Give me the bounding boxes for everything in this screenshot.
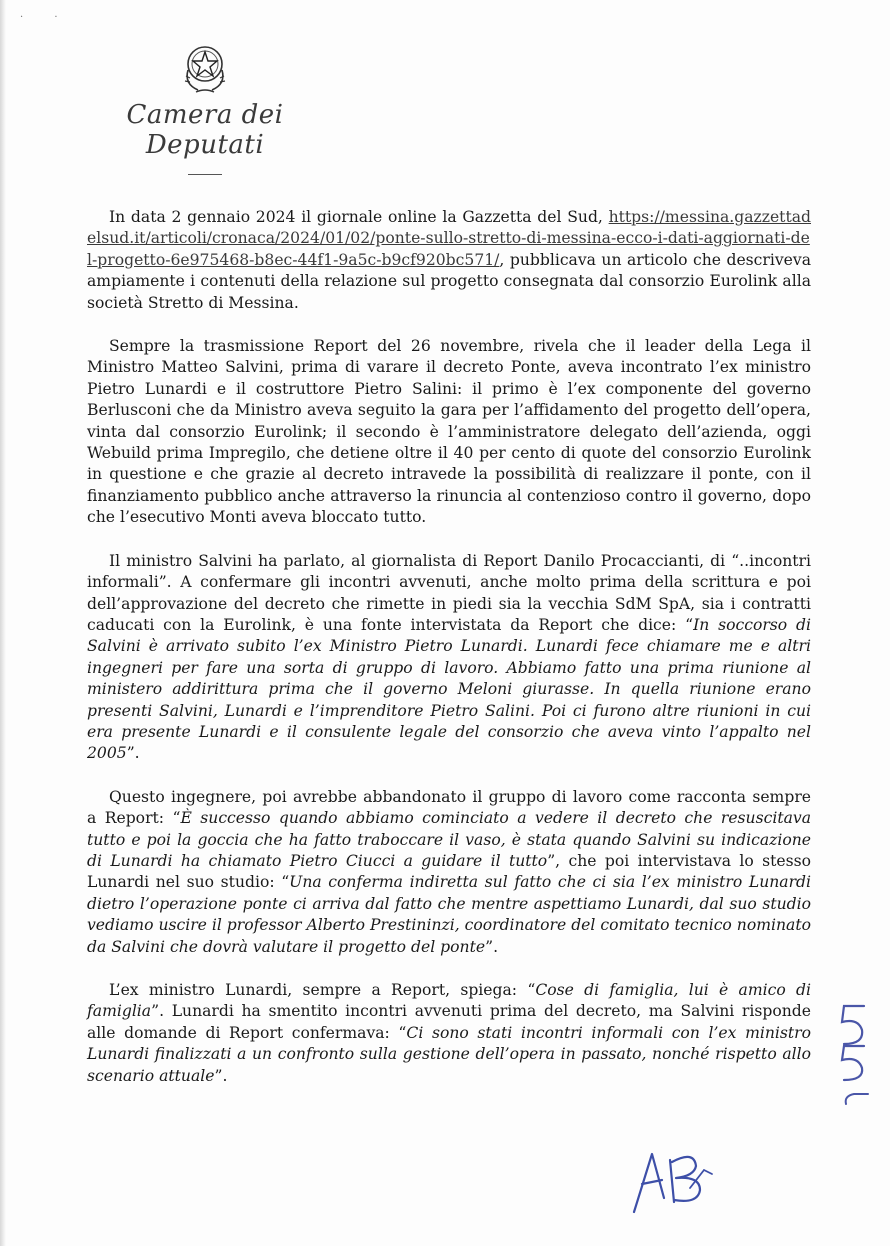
paragraph-5-tail: ”. bbox=[214, 1066, 228, 1085]
scan-corner-marks: · · bbox=[20, 12, 72, 23]
header-divider bbox=[188, 174, 222, 175]
paragraph-3-tail: ”. bbox=[126, 744, 140, 763]
chamber-name: Camera dei Deputati bbox=[126, 100, 284, 160]
handwritten-margin-note bbox=[824, 1000, 884, 1110]
lunardi-quote: Cose di famiglia, lui è amico di famiglia bbox=[87, 981, 811, 1021]
paragraph-4 bbox=[87, 787, 811, 958]
salvini-quote: Ci sono stati incontri informali con l’ex ministro Lunardi finalizzati a un confronto sulla gestione dell’opera in passato, nonché rispetto allo scenario attuale bbox=[87, 1023, 811, 1085]
paragraph-5-mid: ”. Lunardi ha smentito incontri avvenuti prima del decreto, ma Salvini risponde alle domande di Report confermava: “ bbox=[87, 1002, 811, 1042]
engineer-quote: È successo quando abbiamo cominciato a vedere il decreto che resuscitava tutto e poi la goccia che ha fatto traboccare il vaso, è stata quando Salvini su indicazione di Lunardi ha chiamato Pietro Ciucci a guidare il tutto bbox=[87, 809, 811, 870]
scan-edge-shadow bbox=[0, 0, 6, 1246]
paragraph-5 bbox=[87, 980, 811, 1087]
paragraph-3 bbox=[87, 551, 811, 765]
paragraph-5-lead: L’ex ministro Lunardi, sempre a Report, spiega: “ bbox=[109, 981, 536, 999]
italian-republic-emblem-icon bbox=[180, 40, 230, 94]
document-body bbox=[87, 207, 811, 1109]
source-quote: In soccorso di Salvini è arrivato subito l’ex Ministro Pietro Lunardi. Lunardi fece chiamare me e altri ingegneri per fare una sorta di gruppo di lavoro. Abbiamo fatto una prima riunione al ministero addirittura prima che il governo Meloni giurasse. In quella riunione erano presenti Salvini, Lunardi e l’imprenditore Pietro Salini. Poi ci furono altre riunioni in cui era presente Lunardi e il consulente legale del consorzio che aveva vinto l’appalto nel 2005 bbox=[87, 615, 811, 763]
paragraph-1 bbox=[87, 207, 811, 314]
article-link[interactable]: https://messina.gazzettadelsud.it/articoli/cronaca/2024/01/02/ponte-sullo-stretto-di-messina-ecco-i-dati-aggiornati-del-progetto-6e975468-b8ec-44f1-9a5c-b9cf920bc571/ bbox=[87, 208, 811, 269]
paragraph-4-lead: Questo ingegnere, poi avrebbe abbandonato il gruppo di lavoro come racconta sempre a Report: “ bbox=[87, 787, 811, 828]
handwritten-signature bbox=[620, 1140, 730, 1220]
paragraph-2: Sempre la trasmissione Report del 26 novembre, rivela che il leader della Lega il Ministro Matteo Salvini, prima di varare il decreto Ponte, aveva incontrato l’ex ministro Pietro Lunardi e il costruttore Pietro Salini: il primo è l’ex componente del governo Berlusconi che da Ministro aveva seguito la gara per l’affidamento del progetto dell’opera, vinta dal consorzio Eurolink; il secondo è l’amministratore delegato dell’azienda, oggi Webuild prima Impregilo, che detiene oltre il 40 per cento di quote del consorzio Eurolink in questione e che grazie al decreto intravede la possibilità di realizzare il ponte, con il finanziamento pubblico anche attraverso la rinuncia al contenzioso contro il governo, dopo che l’esecutivo Monti aveva bloccato tutto. bbox=[87, 337, 811, 527]
letterhead bbox=[70, 40, 340, 175]
paragraph-4-mid: ”, che poi intervistava lo stesso Lunardi nel suo studio: “ bbox=[87, 851, 811, 892]
paragraph-1-tail: , pubblicava un articolo che descriveva ampiamente i contenuti della relazione sul progetto consegnata dal consorzio Eurolink alla società Stretto di Messina. bbox=[87, 250, 811, 312]
paragraph-4-tail: ”. bbox=[485, 937, 499, 956]
paragraph-3-lead: Il ministro Salvini ha parlato, al giornalista di Report Danilo Procaccianti, di “..incontri informali”. A confermare gli incontri avvenuti, anche molto prima della scrittura e poi dell’approvazione del decreto che rimette in piedi sia la vecchia SdM SpA, sia i contratti caducati con la Eurolink, è una fonte intervistata da Report che dice: “ bbox=[87, 551, 811, 634]
studio-quote: Una conferma indiretta sul fatto che ci sia l’ex ministro Lunardi dietro l’operazione ponte ci arriva dal fatto che mentre aspettiamo Lunardi, dal suo studio vediamo uscire il professor Alberto Prestininzi, coordinatore del comitato tecnico nominato da Salvini che dovrà valutare il progetto del ponte bbox=[87, 873, 811, 956]
paragraph-1-lead: In data 2 gennaio 2024 il giornale online la Gazzetta del Sud, bbox=[109, 208, 609, 226]
